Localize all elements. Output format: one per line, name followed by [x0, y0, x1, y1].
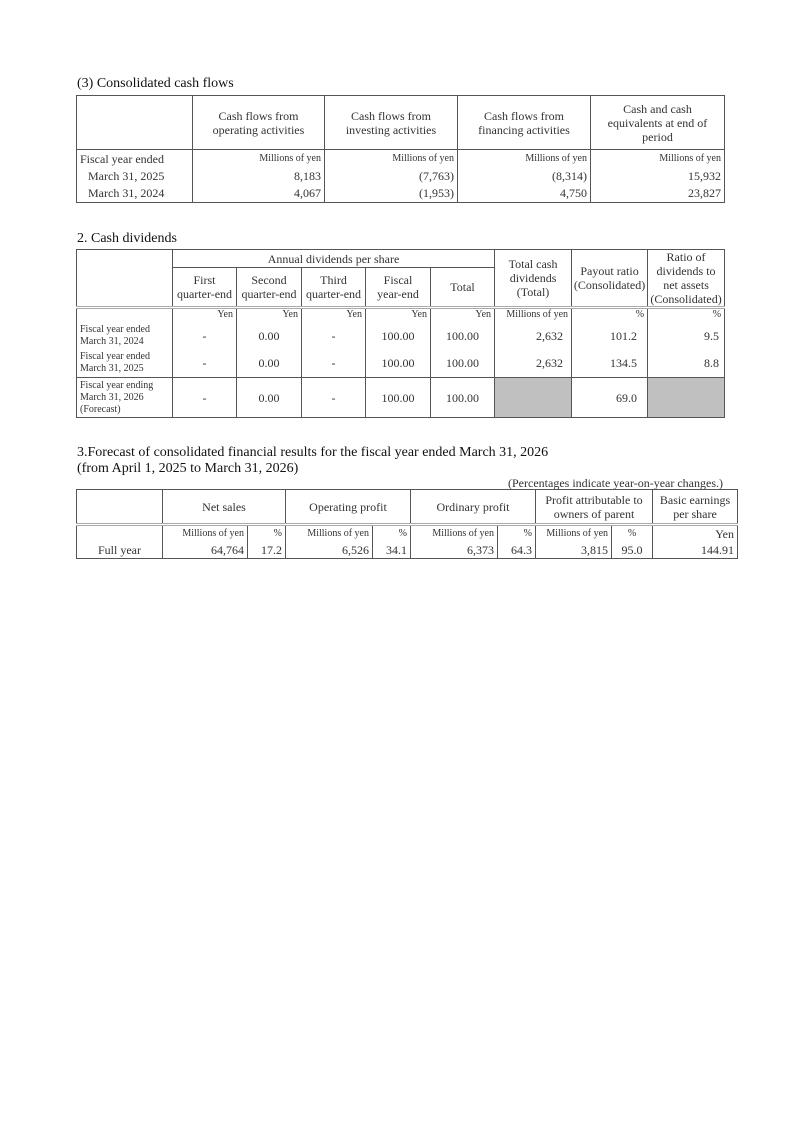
col-header-operating: Cash flows from operating activities [193, 96, 325, 150]
cell-financing: 4,750 [458, 185, 591, 203]
cell-third-quarter: - [302, 378, 366, 418]
group-header-annual-dividends: Annual dividends per share [173, 250, 495, 268]
row-label-header: Fiscal year ended [77, 150, 193, 168]
unit-label: Millions of yen [458, 150, 591, 168]
col-header-first-quarter: First quarter-end [173, 268, 237, 308]
cell-total: 100.00 [431, 350, 495, 378]
col-header-investing: Cash flows from investing activities [325, 96, 458, 150]
unit-label: % [373, 525, 411, 542]
row-label: Full year [77, 542, 163, 559]
unit-label: Yen [366, 308, 431, 322]
cell-fiscal-year-end: 100.00 [366, 350, 431, 378]
table-row [77, 185, 725, 203]
cell-payout-ratio: 69.0 [572, 378, 648, 418]
table-row [77, 542, 738, 559]
dividends-table [76, 249, 725, 418]
unit-label: Millions of yen [193, 150, 325, 168]
cell-operating-profit-pct: 34.1 [373, 542, 411, 559]
cell-first-quarter: - [173, 378, 237, 418]
cell-investing: (1,953) [325, 185, 458, 203]
col-header-profit-parent: Profit attributable to owners of parent [536, 490, 653, 525]
row-label: Fiscal year ending March 31, 2026 (Forecast) [77, 378, 173, 418]
cash-flows-heading: (3) Consolidated cash flows [77, 76, 234, 91]
cell-net-sales-pct: 17.2 [248, 542, 286, 559]
cell-financing: (8,314) [458, 168, 591, 185]
unit-label: % [612, 525, 653, 542]
cell-third-quarter: - [302, 350, 366, 378]
units-row [77, 150, 725, 168]
forecast-heading-line2: (from April 1, 2025 to March 31, 2026) [77, 461, 299, 476]
unit-label: Yen [431, 308, 495, 322]
forecast-note: (Percentages indicate year-on-year changes.) [508, 476, 723, 490]
cell-cash-equivalents: 23,827 [591, 185, 725, 203]
dividends-group-header-row [77, 250, 725, 268]
cell-net-sales: 64,764 [163, 542, 248, 559]
cell-second-quarter: 0.00 [237, 322, 302, 350]
unit-label: % [572, 308, 648, 322]
cell-investing: (7,763) [325, 168, 458, 185]
cell-profit-parent: 3,815 [536, 542, 612, 559]
unit-label: Millions of yen [536, 525, 612, 542]
row-label: March 31, 2025 [77, 168, 193, 185]
cell-ordinary-profit-pct: 64.3 [498, 542, 536, 559]
unit-label: Millions of yen [286, 525, 373, 542]
forecast-header-row [77, 490, 738, 525]
forecast-heading-line1: 3.Forecast of consolidated financial results for the fiscal year ended March 31, 2026 [77, 445, 549, 460]
empty-corner-cell [77, 490, 163, 525]
col-header-second-quarter: Second quarter-end [237, 268, 302, 308]
unit-label: Millions of yen [591, 150, 725, 168]
unit-label: % [498, 525, 536, 542]
cell-fiscal-year-end: 100.00 [366, 378, 431, 418]
cell-operating: 8,183 [193, 168, 325, 185]
unit-label: Millions of yen [325, 150, 458, 168]
unit-label: Yen [302, 308, 366, 322]
cash-flows-table [76, 95, 725, 203]
cell-total: 100.00 [431, 322, 495, 350]
col-header-ordinary-profit: Ordinary profit [411, 490, 536, 525]
col-header-operating-profit: Operating profit [286, 490, 411, 525]
empty-corner-cell [77, 96, 193, 150]
cell-payout-ratio: 101.2 [572, 322, 648, 350]
cell-eps: 144.91 [653, 542, 738, 559]
unit-label: % [648, 308, 725, 322]
cell-ratio-net-assets: 9.5 [648, 322, 725, 350]
forecast-table [76, 489, 738, 559]
unit-label: Millions of yen [495, 308, 572, 322]
col-header-financing: Cash flows from financing activities [458, 96, 591, 150]
unit-label: Yen [653, 525, 738, 542]
cell-cash-equivalents: 15,932 [591, 168, 725, 185]
cell-fiscal-year-end: 100.00 [366, 322, 431, 350]
col-header-fiscal-year-end: Fiscal year-end [366, 268, 431, 308]
cell-total-cash-dividends: 2,632 [495, 322, 572, 350]
row-label: Fiscal year ended March 31, 2025 [77, 350, 173, 378]
table-row [77, 168, 725, 185]
shaded-cell-ratio-net-assets [648, 378, 725, 418]
cell-ordinary-profit: 6,373 [411, 542, 498, 559]
col-header-cash-equivalents: Cash and cash equivalents at end of period [591, 96, 725, 150]
cell-operating: 4,067 [193, 185, 325, 203]
col-header-payout-ratio: Payout ratio (Consolidated) [572, 250, 648, 308]
empty-cell [77, 308, 173, 322]
row-label: Fiscal year ended March 31, 2024 [77, 322, 173, 350]
cell-second-quarter: 0.00 [237, 350, 302, 378]
cell-first-quarter: - [173, 350, 237, 378]
row-label: March 31, 2024 [77, 185, 193, 203]
col-header-eps: Basic earnings per share [653, 490, 738, 525]
cell-profit-parent-pct: 95.0 [612, 542, 653, 559]
col-header-total-cash-dividends: Total cash dividends (Total) [495, 250, 572, 308]
empty-cell [77, 525, 163, 542]
empty-corner-cell [77, 250, 173, 308]
cash-flows-header-row [77, 96, 725, 150]
cell-first-quarter: - [173, 322, 237, 350]
shaded-cell-total-cash-dividends [495, 378, 572, 418]
dividends-heading: 2. Cash dividends [77, 231, 177, 246]
cell-payout-ratio: 134.5 [572, 350, 648, 378]
unit-label: Millions of yen [163, 525, 248, 542]
col-header-ratio-net-assets: Ratio of dividends to net assets (Consolidated) [648, 250, 725, 308]
unit-label: % [248, 525, 286, 542]
cell-second-quarter: 0.00 [237, 378, 302, 418]
cell-total-cash-dividends: 2,632 [495, 350, 572, 378]
col-header-total: Total [431, 268, 495, 308]
table-row [77, 322, 725, 350]
col-header-third-quarter: Third quarter-end [302, 268, 366, 308]
table-row-forecast [77, 378, 725, 418]
unit-label: Yen [173, 308, 237, 322]
cell-third-quarter: - [302, 322, 366, 350]
unit-label: Yen [237, 308, 302, 322]
units-row [77, 525, 738, 542]
col-header-net-sales: Net sales [163, 490, 286, 525]
cell-operating-profit: 6,526 [286, 542, 373, 559]
units-row [77, 308, 725, 322]
unit-label: Millions of yen [411, 525, 498, 542]
table-row [77, 350, 725, 378]
cell-total: 100.00 [431, 378, 495, 418]
cell-ratio-net-assets: 8.8 [648, 350, 725, 378]
